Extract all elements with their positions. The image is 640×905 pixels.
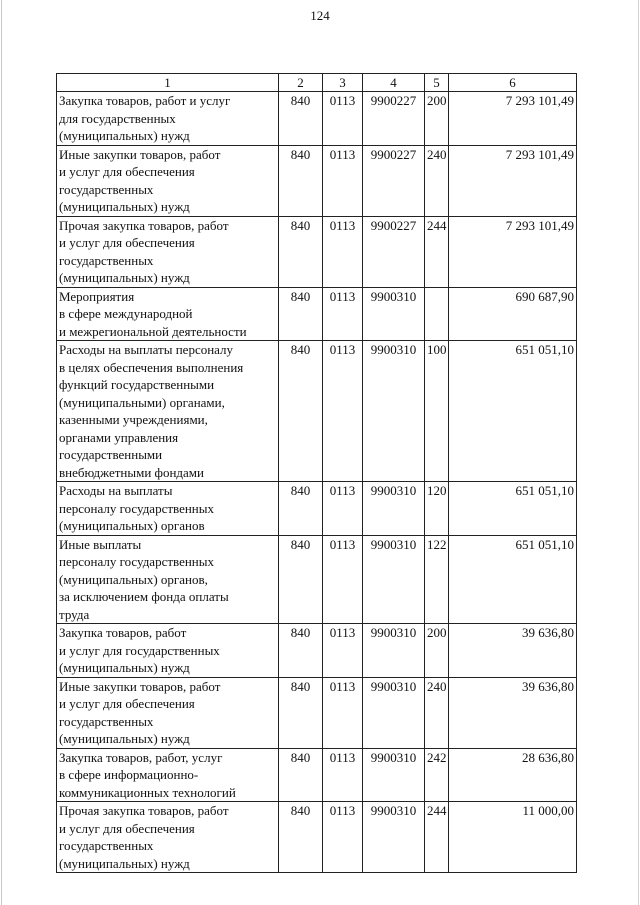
ministry-code-cell: 840 [279,624,323,678]
amount-cell: 7 293 101,49 [449,145,577,216]
section-code-cell: 0113 [323,216,363,287]
expense-name-line: государственных [59,252,154,268]
table-row [57,802,577,873]
amount-cell: 39 636,80 [449,624,577,678]
expense-type-cell: 200 [425,624,449,678]
expense-name-line: государственных [59,181,154,197]
target-article-cell: 9900310 [363,748,425,802]
expense-name-cell [57,802,279,873]
expense-name-cell [57,748,279,802]
column-header: 1 [57,74,279,92]
column-header: 5 [425,74,449,92]
expense-name-line: (муниципальных) нужд [59,270,190,285]
ministry-code-cell: 840 [279,482,323,536]
section-code-cell: 0113 [323,802,363,873]
table-row [57,341,577,482]
expense-name-line: (муниципальными) органами, [59,394,225,410]
target-article-cell: 9900310 [363,287,425,341]
expense-type-cell [425,287,449,341]
column-header: 4 [363,74,425,92]
expense-name-cell [57,624,279,678]
expense-type-cell: 240 [425,145,449,216]
table-row [57,535,577,624]
amount-cell: 651 051,10 [449,535,577,624]
expense-name-line: Закупка товаров, работ и услуг [59,93,231,108]
expense-name-cell [57,482,279,536]
target-article-cell: 9900227 [363,216,425,287]
ministry-code-cell: 840 [279,92,323,146]
target-article-cell: 9900227 [363,145,425,216]
section-code-cell: 0113 [323,482,363,536]
column-header: 3 [323,74,363,92]
expense-name-line: (муниципальных) органов [59,518,205,533]
expense-name-line: Мероприятия [59,288,135,304]
expense-name-line: за исключением фонда оплаты [59,589,229,604]
ministry-code-cell: 840 [279,802,323,873]
table-row [57,287,577,341]
ministry-code-cell: 840 [279,535,323,624]
expense-type-cell: 100 [425,341,449,482]
expense-name-line: государственных [59,713,154,729]
column-header: 6 [449,74,577,92]
ministry-code-cell: 840 [279,216,323,287]
amount-cell: 28 636,80 [449,748,577,802]
target-article-cell: 9900310 [363,535,425,624]
page-number: 124 [310,8,330,23]
scan-edge-right [638,0,639,905]
expense-name-cell [57,535,279,624]
section-code-cell: 0113 [323,748,363,802]
ministry-code-cell: 840 [279,287,323,341]
column-header: 2 [279,74,323,92]
amount-cell: 39 636,80 [449,677,577,748]
expense-type-cell: 242 [425,748,449,802]
expense-name-line: Прочая закупка товаров, работ [59,217,229,233]
ministry-code-cell: 840 [279,145,323,216]
scan-edge-left [1,0,2,905]
table-row [57,92,577,146]
expense-name-line: внебюджетными фондами [59,464,204,480]
expense-name-cell [57,145,279,216]
expense-name-line: и услуг для обеспечения [59,164,195,179]
section-code-cell: 0113 [323,145,363,216]
table-row [57,482,577,536]
expense-name-line: персоналу государственных [59,500,215,516]
expense-name-line: и межрегиональной деятельности [59,323,247,339]
expense-name-line: Иные закупки товаров, работ [59,678,221,694]
budget-table [56,73,577,873]
expense-name-line: государственными [59,447,163,462]
target-article-cell: 9900310 [363,802,425,873]
expense-name-cell [57,216,279,287]
table-row [57,216,577,287]
expense-type-cell: 122 [425,535,449,624]
target-article-cell: 9900227 [363,92,425,146]
expense-name-line: в сфере информационно- [59,767,199,782]
expense-name-line: и услуг для обеспечения [59,235,195,250]
ministry-code-cell: 840 [279,677,323,748]
expense-name-line: государственных [59,838,154,853]
expense-name-line: (муниципальных) органов, [59,571,208,587]
expense-name-line: функций государственными [59,377,215,392]
ministry-code-cell: 840 [279,341,323,482]
amount-cell: 11 000,00 [449,802,577,873]
expense-name-line: казенными учреждениями, [59,412,208,427]
expense-type-cell: 120 [425,482,449,536]
expense-name-cell [57,677,279,748]
amount-cell: 651 051,10 [449,482,577,536]
expense-name-line: и услуг для государственных [59,642,220,658]
section-code-cell: 0113 [323,92,363,146]
expense-type-cell: 244 [425,802,449,873]
table-body [57,92,577,873]
section-code-cell: 0113 [323,677,363,748]
table-row [57,748,577,802]
expense-name-line: Расходы на выплаты персоналу [59,342,234,357]
expense-name-line: коммуникационных технологий [59,784,236,800]
expense-name-cell [57,92,279,146]
header-row [57,74,577,92]
table-row [57,624,577,678]
expense-name-line: в сфере международной [59,306,193,321]
expense-name-line: для государственных [59,110,176,126]
expense-name-line: труда [59,606,90,622]
expense-name-line: Закупка товаров, работ, услуг [59,749,223,765]
expense-type-cell: 244 [425,216,449,287]
expense-name-line: Закупка товаров, работ [59,625,187,640]
section-code-cell: 0113 [323,341,363,482]
table-row [57,145,577,216]
target-article-cell: 9900310 [363,341,425,482]
table-row [57,677,577,748]
target-article-cell: 9900310 [363,482,425,536]
expense-name-line: органами управления [59,429,179,445]
expense-name-line: (муниципальных) нужд [59,855,190,871]
expense-name-line: (муниципальных) нужд [59,660,190,675]
ministry-code-cell: 840 [279,748,323,802]
expense-name-line: и услуг для обеспечения [59,820,195,836]
expense-type-cell: 200 [425,92,449,146]
expense-name-line: персоналу государственных [59,554,215,569]
expense-name-cell [57,341,279,482]
amount-cell: 7 293 101,49 [449,216,577,287]
amount-cell: 690 687,90 [449,287,577,341]
target-article-cell: 9900310 [363,624,425,678]
amount-cell: 7 293 101,49 [449,92,577,146]
expense-name-line: в целях обеспечения выполнения [59,359,244,375]
section-code-cell: 0113 [323,535,363,624]
amount-cell: 651 051,10 [449,341,577,482]
section-code-cell: 0113 [323,624,363,678]
expense-name-line: Иные закупки товаров, работ [59,146,221,162]
expense-name-line: Иные выплаты [59,536,142,552]
expense-name-cell [57,287,279,341]
section-code-cell: 0113 [323,287,363,341]
expense-name-line: Расходы на выплаты [59,483,173,498]
expense-name-line: (муниципальных) нужд [59,731,190,746]
expense-name-line: (муниципальных) нужд [59,199,190,214]
expense-type-cell: 240 [425,677,449,748]
expense-name-line: (муниципальных) нужд [59,128,190,143]
target-article-cell: 9900310 [363,677,425,748]
expense-name-line: и услуг для обеспечения [59,696,195,711]
expense-name-line: Прочая закупка товаров, работ [59,803,229,818]
